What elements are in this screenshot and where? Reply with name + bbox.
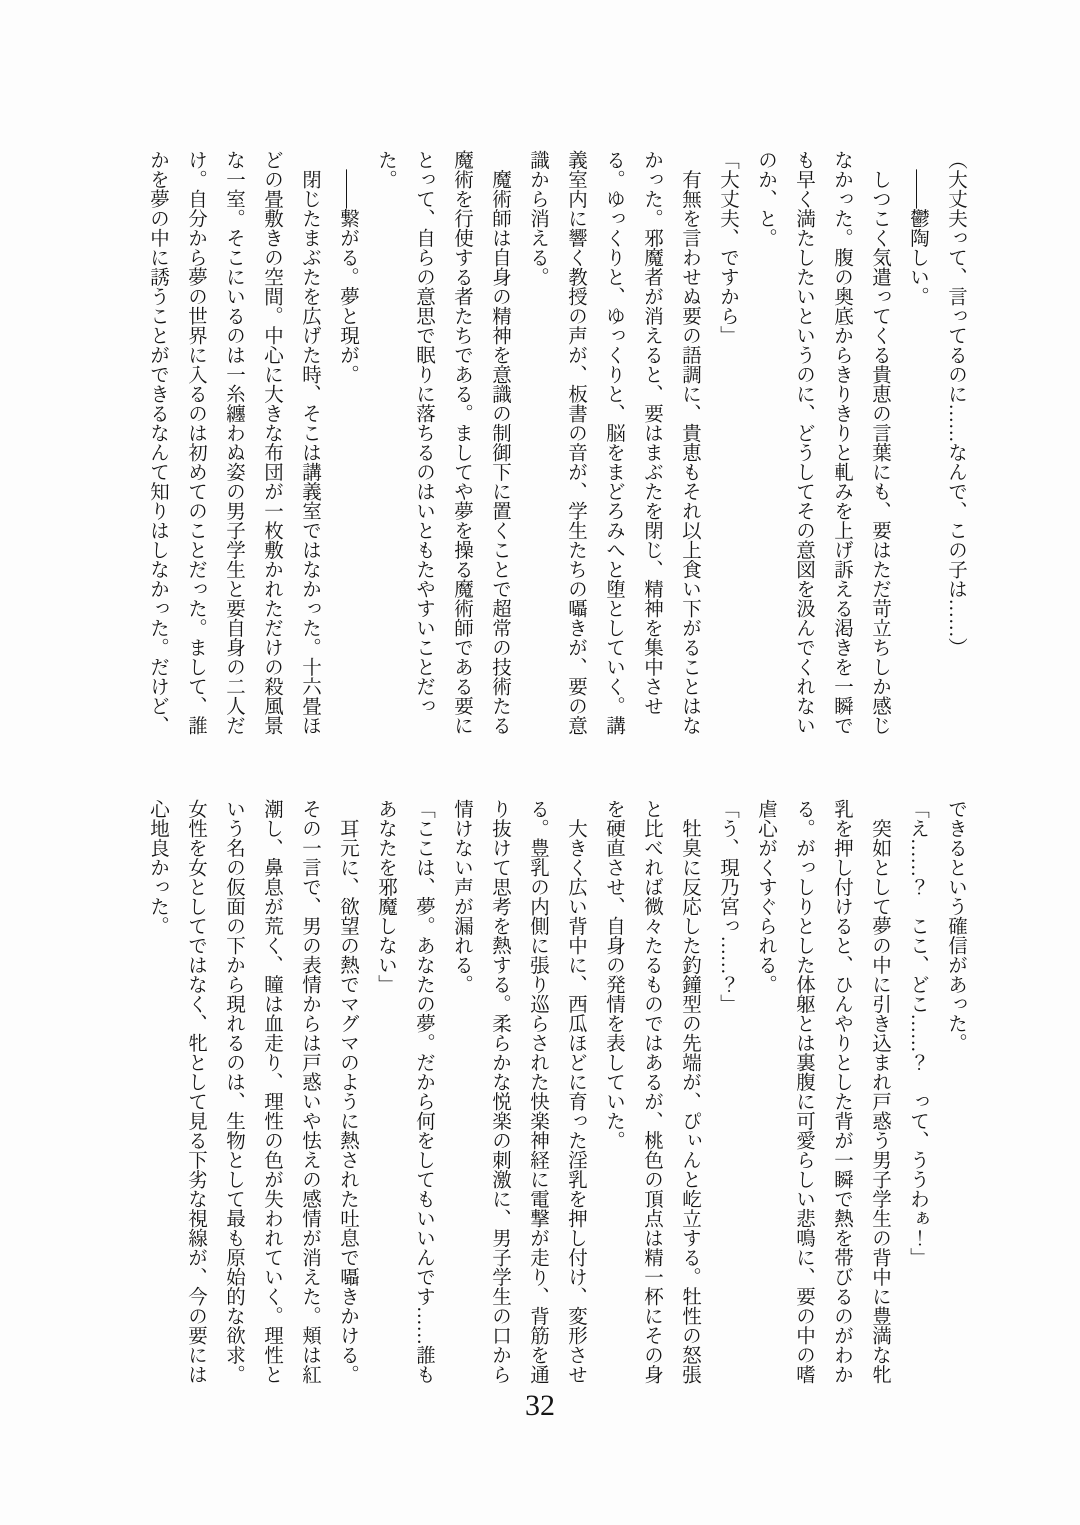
page-number: 32 [525,1389,555,1422]
text-column: あなたを邪魔しない」 [375,799,396,994]
text-column: 「う、現乃宮っ……？」 [717,799,738,1014]
text-column: いう名の仮面の下から現れるのは、生物として最も原始的な欲求。 [223,799,244,1384]
text-column: 潮し、鼻息が荒く、瞳は血走り、理性の色が失われていく。理性と [261,799,282,1384]
text-column: ――繋がる。夢と現が。 [337,150,358,384]
text-column: かを夢の中に誘うことができるなんて知りはしなかった。だけど、 [147,150,168,735]
text-column: 義室内に響く教授の声が、板書の音が、学生たちの囁きが、要の意 [565,150,586,735]
text-column: 突如として夢の中に引き込まれ戸惑う男子学生の背中に豊満な牝 [869,799,890,1384]
text-column: 魔術を行使する者たちである。ましてや夢を操る魔術師である要に [451,150,472,735]
text-column: 魔術師は自身の精神を意識の制御下に置くことで超常の技術たる [489,150,510,735]
text-column: （大丈夫って、言ってるのに……なんで、この子は……） [945,150,966,657]
text-column: な一室。そこにいるのは一糸纏わぬ姿の男子学生と要自身の二人だ [223,150,244,735]
text-block-bottom [138,799,974,1395]
text-column: 虐心がくすぐられる。 [755,799,776,994]
text-column: る。ゆっくりと、ゆっくりと、脳をまどろみへと堕としていく。講 [603,150,624,735]
text-column: た。 [375,150,396,189]
text-column: け。自分から夢の世界に入るのは初めてのことだった。まして、誰 [185,150,206,735]
text-block-top [138,150,974,746]
text-column: 大きく広い背中に、西瓜ほどに育った淫乳を押し付け、変形させ [565,799,586,1384]
text-column: り抜けて思考を熱する。柔らかな悦楽の刺激に、男子学生の口から [489,799,510,1384]
text-column: 閉じたまぶたを広げた時、そこは講義室ではなかった。十六畳ほ [299,150,320,735]
text-column: ――鬱陶しい。 [907,150,928,306]
text-column: その一言で、男の表情からは戸惑いや怯えの感情が消えた。頬は紅 [299,799,320,1384]
text-column: 「え……？ ここ、どこ……？ って、ううわぁ！」 [907,799,928,1267]
text-column: 「大丈夫、ですから」 [717,150,738,345]
text-column: とって、自らの意思で眠りに落ちるのはいともたやすいことだっ [413,150,434,716]
text-column: どの畳敷きの空間。中心に大きな布団が一枚敷かれただけの殺風景 [261,150,282,735]
text-column: かった。邪魔者が消えると、要はまぶたを閉じ、精神を集中させ [641,150,662,716]
text-column: なかった。腹の奥底からきりきりと軋みを上げ訴える渇きを一瞬で [831,150,852,735]
text-column: 識から消える。 [527,150,548,287]
text-column: と比べれば微々たるものではあるが、桃色の頂点は精一杯にその身 [641,799,662,1384]
text-column: のか、と。 [755,150,776,248]
text-column: 有無を言わせぬ要の語調に、貴恵もそれ以上食い下がることはな [679,150,700,735]
text-column: 牡臭に反応した釣鐘型の先端が、ぴぃんと屹立する。牡性の怒張 [679,799,700,1384]
text-column: 乳を押し付けると、ひんやりとした背が一瞬で熱を帯びるのがわか [831,799,852,1384]
text-column: 女性を女としてではなく、牝として見る下劣な視線が、今の要には [185,799,206,1384]
text-column: できるという確信があった。 [945,799,966,1053]
text-column: る。豊乳の内側に張り巡らされた快楽神経に電撃が走り、背筋を通 [527,799,548,1384]
text-column: しつこく気遣ってくる貴恵の言葉にも、要はただ苛立ちしか感じ [869,150,890,735]
text-column: 「ここは、夢。あなたの夢。だから何をしてもいいんです……誰も [413,799,434,1384]
text-column: 情けない声が漏れる。 [451,799,472,994]
text-column: 心地良かった。 [147,799,168,936]
text-column: を硬直させ、自身の発情を表していた。 [603,799,624,1150]
text-column: 耳元に、欲望の熱でマグマのように熱された吐息で囁きかける。 [337,799,358,1384]
text-column: る。がっしりとした体躯とは裏腹に可愛らしい悲鳴に、要の中の嗜 [793,799,814,1384]
text-column: も早く満たしたいというのに、どうしてその意図を汲んでくれない [793,150,814,735]
